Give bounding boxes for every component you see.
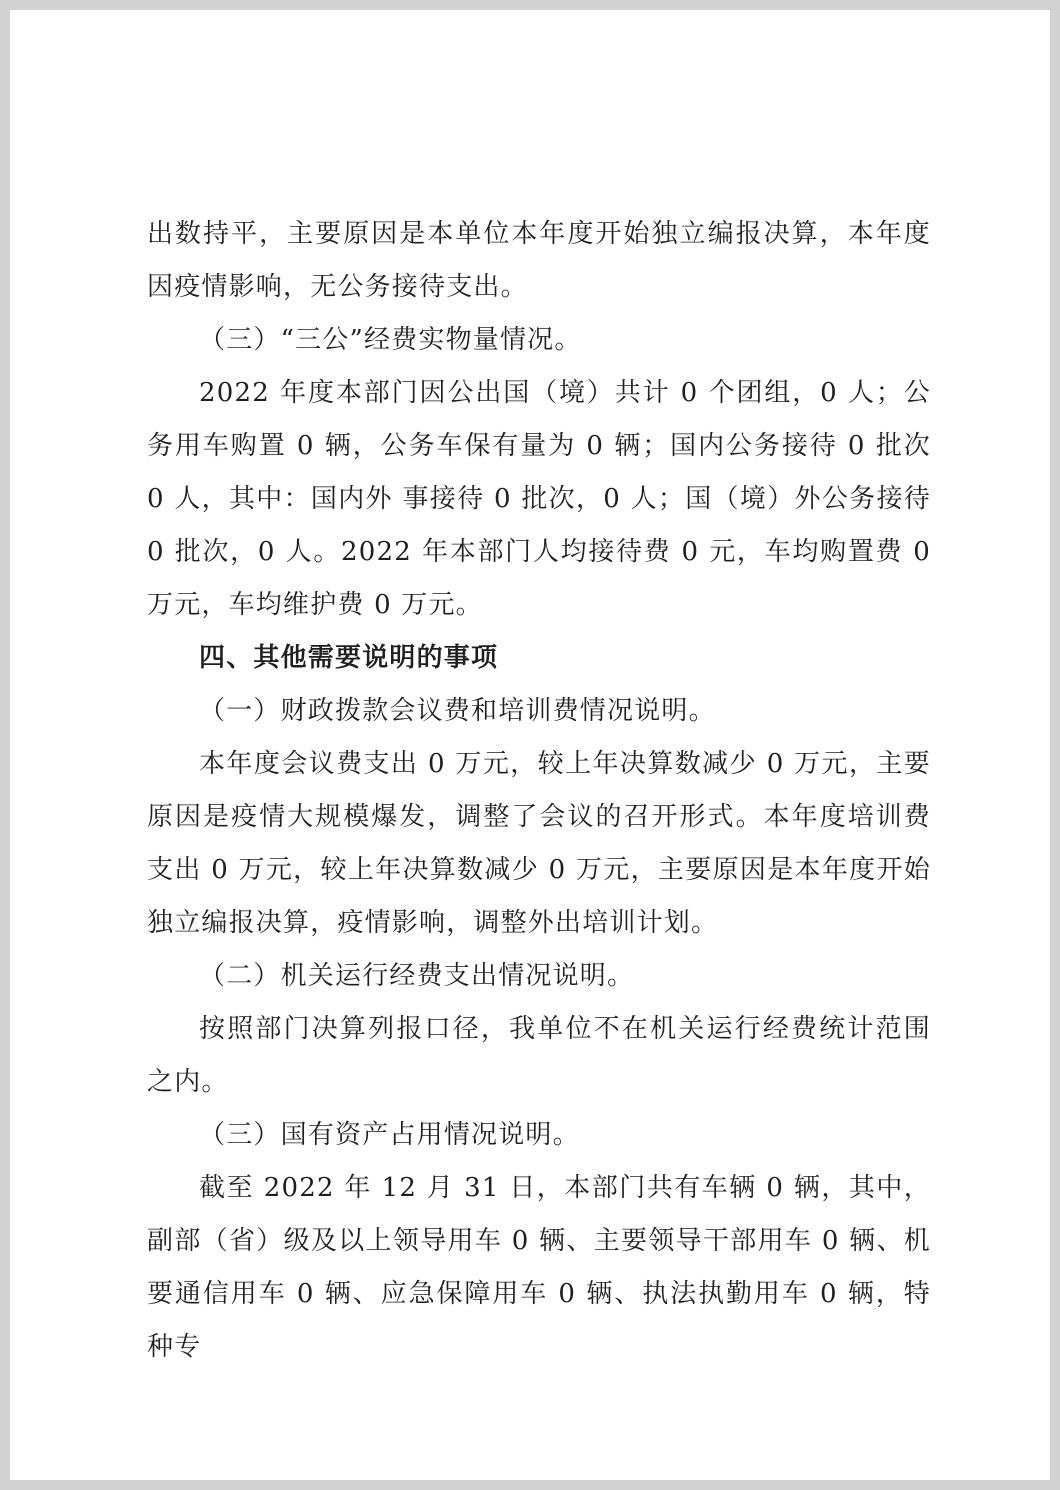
paragraph-continuation: 出数持平，主要原因是本单位本年度开始独立编报决算，本年度因疫情影响，无公务接待支出。 xyxy=(147,219,931,302)
subheading-three-public-quantity: （三）“三公”经费实物量情况。 xyxy=(199,325,582,355)
paragraph-operating-expenses: 按照部门决算列报口径，我单位不在机关运行经费统计范围之内。 xyxy=(147,1014,931,1097)
subheading-operating-expenses: （二）机关运行经费支出情况说明。 xyxy=(199,961,635,991)
paragraph-state-assets: 截至 2022 年 12 月 31 日，本部门共有车辆 0 辆，其中，副部（省）级及以上领导用车 0 辆、主要领导干部用车 0 辆、机要通信用车 0 辆、应急保障用车 0 辆、执法执勤用车 0 辆，特种专 xyxy=(147,1173,931,1362)
document-body xyxy=(147,208,931,1374)
subheading-meeting-training-fees: （一）财政拨款会议费和培训费情况说明。 xyxy=(199,696,716,726)
subheading-state-assets: （三）国有资产占用情况说明。 xyxy=(199,1120,580,1150)
paragraph-meeting-training-fees: 本年度会议费支出 0 万元，较上年决算数减少 0 万元，主要原因是疫情大规模爆发，调整了会议的召开形式。本年度培训费支出 0 万元，较上年决算数减少 0 万元，主要原因是本年度开始独立编报决算，疫情影响，调整外出培训计划。 xyxy=(147,749,931,938)
section-heading-other-matters: 四、其他需要说明的事项 xyxy=(199,643,499,673)
document-page xyxy=(10,10,1050,1480)
paragraph-three-public-quantity: 2022 年度本部门因公出国（境）共计 0 个团组，0 人；公务用车购置 0 辆，公务车保有量为 0 辆；国内公务接待 0 批次 0 人，其中：国内外 事接待 0 批次，0 人；国（境）外公务接待 0 批次，0 人。2022 年本部门人均接待费 0 元，车均购置费 0 万元，车均维护费 0 万元。 xyxy=(147,378,931,620)
